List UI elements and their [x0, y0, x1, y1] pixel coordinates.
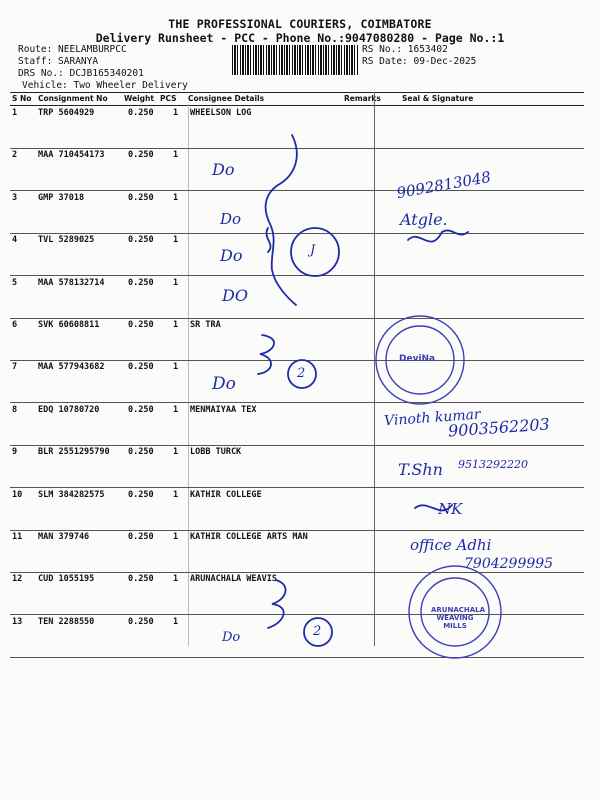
row-sno: 13 [12, 616, 23, 627]
row-weight: 0.250 [128, 192, 154, 203]
ink-signature-1: Atgle. [400, 210, 448, 229]
ink-do-2: Do [220, 210, 242, 228]
row-weight: 0.250 [128, 404, 154, 415]
row-consignment: GMP 37018 [38, 192, 85, 203]
ink-name-2: T.Shn [398, 460, 443, 479]
row-weight: 0.250 [128, 447, 154, 458]
row-weight: 0.250 [128, 616, 154, 627]
row-pcs: 1 [173, 447, 179, 458]
drs-number: DRS No.: DCJB165340201 [18, 68, 144, 79]
row-sno: 10 [12, 489, 23, 500]
row-pcs: 1 [173, 150, 179, 161]
row-consignment: MAN 379746 [38, 532, 90, 542]
col-seal: Seal & Signature [402, 94, 474, 103]
row-consignment: CUD 1055195 [38, 574, 95, 585]
row-pcs: 1 [173, 362, 179, 373]
rs-number: RS No.: 1653402 [362, 44, 448, 55]
row-pcs: 1 [173, 489, 179, 500]
row-sno: 2 [12, 150, 18, 161]
col-consignee: Consignee Details [188, 94, 265, 103]
ink-do-4: DO [222, 286, 248, 305]
row-consignee: ARUNACHALA WEAVIS [190, 574, 277, 585]
ink-do-6: Do [222, 630, 241, 645]
row-weight: 0.250 [128, 150, 154, 161]
ink-name-1: Vinoth kumar [383, 406, 482, 430]
col-pcs: PCS [160, 94, 177, 103]
ink-phone-1: 9092813048 [395, 167, 493, 203]
ink-name-3: office Adhi [410, 536, 492, 554]
row-consignee: SR TRA [190, 320, 221, 330]
col-consignment: Consignment No [38, 94, 108, 103]
staff-label: Staff: SARANYA [18, 56, 99, 67]
row-pcs: 1 [173, 277, 179, 288]
row-sno: 1 [12, 108, 18, 118]
row-sno: 9 [12, 447, 18, 458]
row-weight: 0.250 [128, 574, 154, 585]
row-consignment: TEN 2288550 [38, 616, 95, 627]
row-sno: 5 [12, 277, 18, 288]
row-pcs: 1 [173, 320, 179, 330]
rs-date: RS Date: 09-Dec-2025 [362, 56, 477, 67]
ink-do-3: Do [220, 246, 243, 265]
row-consignment: MAA 577943682 [38, 362, 105, 373]
row-consignment: SLM 384282575 [38, 489, 105, 500]
row-sno: 12 [12, 574, 23, 585]
row-consignee: KATHIR COLLEGE ARTS MAN [190, 532, 308, 542]
row-pcs: 1 [173, 404, 179, 415]
row-consignee: KATHIR COLLEGE [190, 489, 262, 500]
row-weight: 0.250 [128, 362, 154, 373]
row-sno: 11 [12, 532, 23, 542]
ink-phone-3: 9513292220 [458, 458, 528, 471]
row-pcs: 1 [173, 574, 179, 585]
row-consignment: TVL 5289025 [38, 235, 95, 246]
row-consignment: MAA 578132714 [38, 277, 105, 288]
row-pcs: 1 [173, 616, 179, 627]
ink-circle-2a: 2 [297, 366, 306, 381]
row-consignment: MAA 710454173 [38, 150, 105, 161]
ink-phone-2: 9003562203 [447, 414, 551, 441]
route-label: Route: NEELAMBURPCC [18, 44, 127, 55]
col-weight: Weight [124, 94, 154, 103]
ink-signature-2: NK [438, 500, 463, 518]
row-pcs: 1 [173, 108, 179, 118]
row-pcs: 1 [173, 192, 179, 203]
row-consignment: SVK 60608811 [38, 320, 100, 330]
ink-circle-2b: 2 [313, 624, 322, 639]
runsheet-title: Delivery Runsheet - PCC - Phone No.:9047080280 - Page No.:1 [95, 31, 505, 45]
row-weight: 0.250 [128, 532, 154, 542]
row-consignee: WHEELSON LOG [190, 108, 252, 118]
ink-do-5: Do [212, 374, 236, 394]
col-remarks: Remarks [344, 94, 381, 103]
stamp-2-text: ARUNACHALA WEAVING MILLS [431, 606, 486, 630]
ink-do-1: Do [212, 160, 235, 179]
row-consignment: EDQ 10780720 [38, 404, 100, 415]
col-sno: S No [12, 94, 32, 103]
row-sno: 4 [12, 235, 18, 246]
vehicle-label: Vehicle: Two Wheeler Delivery [22, 80, 188, 91]
row-pcs: 1 [173, 532, 179, 542]
ink-phone-4: 7904299995 [464, 556, 554, 572]
row-sno: 3 [12, 192, 18, 203]
row-consignment: TRP 5604929 [38, 108, 95, 118]
row-consignee: MENMAIYAA TEX [190, 404, 257, 415]
stamp-1-text: DeviNa [399, 354, 436, 364]
ink-circle-j: J [310, 243, 316, 258]
row-weight: 0.250 [128, 277, 154, 288]
row-consignee: LOBB TURCK [190, 447, 242, 458]
row-sno: 7 [12, 362, 18, 373]
row-sno: 6 [12, 320, 18, 330]
row-consignment: BLR 2551295790 [38, 447, 110, 458]
row-sno: 8 [12, 404, 18, 415]
row-pcs: 1 [173, 235, 179, 246]
row-weight: 0.250 [128, 108, 154, 118]
row-weight: 0.250 [128, 489, 154, 500]
company-name: THE PROFESSIONAL COURIERS, COIMBATORE [168, 17, 432, 31]
row-weight: 0.250 [128, 235, 154, 246]
row-weight: 0.250 [128, 320, 154, 330]
